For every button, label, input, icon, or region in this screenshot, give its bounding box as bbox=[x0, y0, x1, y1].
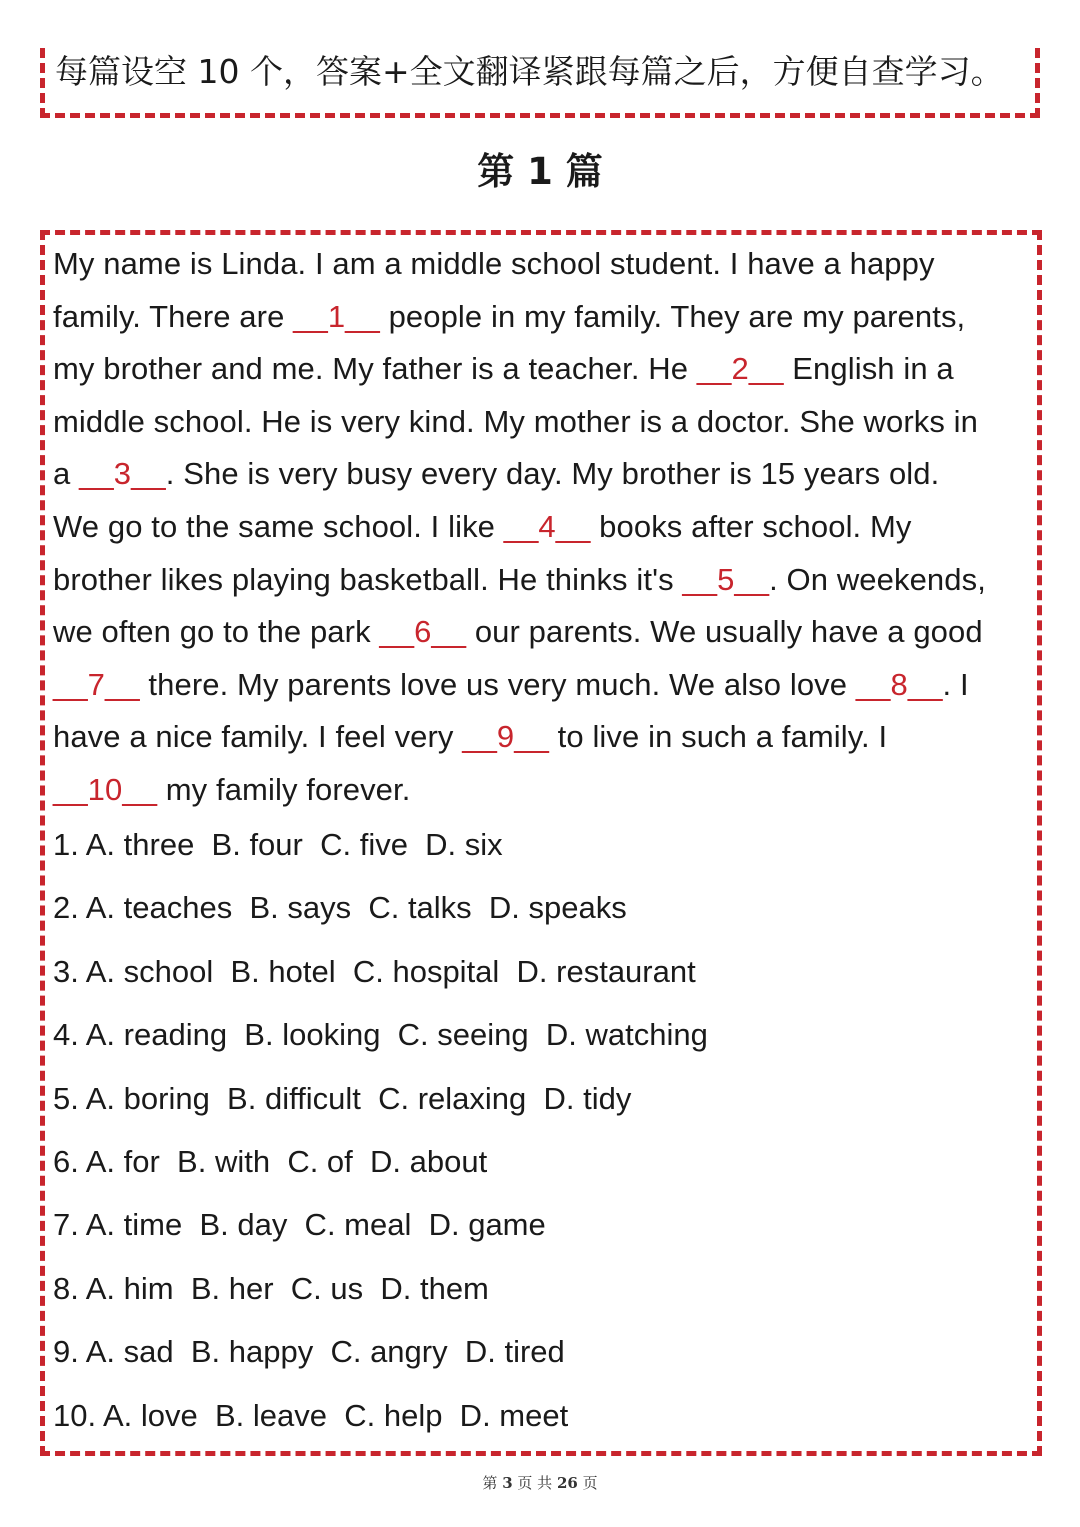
option-row-4: 4. A. reading B. looking C. seeing D. watching bbox=[53, 1017, 708, 1053]
option-row-2: 2. A. teaches B. says C. talks D. speaks bbox=[53, 890, 627, 926]
passage-text: brother likes playing basketball. He thinks it's bbox=[53, 561, 683, 597]
passage-line bbox=[53, 659, 1038, 712]
blank-1: __1__ bbox=[293, 298, 380, 334]
option-row-10: 10. A. love B. leave C. help D. meet bbox=[53, 1397, 569, 1433]
passage-text: . I bbox=[942, 666, 969, 702]
option-row-6: 6. A. for B. with C. of D. about bbox=[53, 1143, 488, 1179]
passage bbox=[53, 238, 1038, 817]
passage-text: have a nice family. I feel very bbox=[53, 719, 463, 755]
blank-9: __9__ bbox=[462, 719, 549, 755]
passage-line bbox=[53, 764, 1038, 817]
intro-text: 每篇设空 10 个，答案+全文翻译紧跟每篇之后，方便自查学习。 bbox=[55, 52, 1004, 91]
passage-text: my brother and me. My father is a teacher. He bbox=[53, 351, 697, 387]
footer-prefix: 第 bbox=[482, 1474, 503, 1492]
blank-8: __8__ bbox=[855, 666, 943, 702]
footer-middle: 页 共 bbox=[512, 1474, 557, 1492]
passage-text: English in a bbox=[783, 351, 954, 387]
option-row-3: 3. A. school B. hotel C. hospital D. restaurant bbox=[53, 953, 696, 989]
passage-text: people in my family. They are my parents, bbox=[379, 298, 966, 334]
passage-line bbox=[53, 501, 1038, 554]
option-row-9: 9. A. sad B. happy C. angry D. tired bbox=[53, 1334, 565, 1370]
passage-text: family. There are bbox=[53, 298, 294, 334]
passage-line bbox=[53, 554, 1038, 607]
blank-4: __4__ bbox=[503, 508, 591, 544]
passage-line bbox=[53, 606, 1038, 659]
page-footer bbox=[0, 1472, 1080, 1493]
passage-text: books after school. My bbox=[590, 508, 912, 544]
page-total: 26 bbox=[556, 1474, 578, 1492]
blank-7: __7__ bbox=[53, 666, 140, 702]
passage-text: there. My parents love us very much. We also love bbox=[139, 666, 856, 702]
passage-text: a bbox=[53, 456, 80, 492]
page-number: 3 bbox=[502, 1474, 513, 1492]
passage-text: we often go to the park bbox=[53, 614, 380, 650]
blank-3: __3__ bbox=[79, 456, 166, 492]
blank-2: __2__ bbox=[696, 351, 784, 387]
passage-line bbox=[53, 238, 1038, 291]
page-heading: 第 1 篇 bbox=[477, 150, 603, 193]
passage-text: My name is Linda. I am a middle school student. I have a happy bbox=[53, 246, 935, 281]
passage-line bbox=[53, 448, 1038, 501]
blank-10: __10__ bbox=[53, 771, 158, 807]
passage-line bbox=[53, 291, 1038, 344]
option-row-5: 5. A. boring B. difficult C. relaxing D. tidy bbox=[53, 1080, 632, 1116]
blank-5: __5__ bbox=[682, 561, 770, 597]
passage-text: my family forever. bbox=[157, 771, 411, 807]
option-row-8: 8. A. him B. her C. us D. them bbox=[53, 1270, 489, 1306]
footer-suffix: 页 bbox=[577, 1474, 598, 1492]
passage-text: . She is very busy every day. My brother is 15 years old. bbox=[165, 456, 940, 492]
passage-box bbox=[40, 230, 1042, 1456]
passage-text: middle school. He is very kind. My mother is a doctor. She works in bbox=[53, 403, 978, 439]
passage-line bbox=[53, 343, 1038, 396]
intro-box bbox=[40, 48, 1040, 118]
passage-text: our parents. We usually have a good bbox=[466, 614, 983, 650]
options-list bbox=[53, 823, 1033, 1457]
passage-text: We go to the same school. I like bbox=[53, 508, 504, 544]
blank-6: __6__ bbox=[379, 614, 467, 650]
passage-text: to live in such a family. I bbox=[548, 719, 888, 755]
option-row-1: 1. A. three B. four C. five D. six bbox=[53, 827, 503, 862]
passage-line bbox=[53, 711, 1038, 764]
option-row-7: 7. A. time B. day C. meal D. game bbox=[53, 1207, 546, 1243]
passage-line bbox=[53, 396, 1038, 449]
passage-text: . On weekends, bbox=[769, 561, 986, 597]
